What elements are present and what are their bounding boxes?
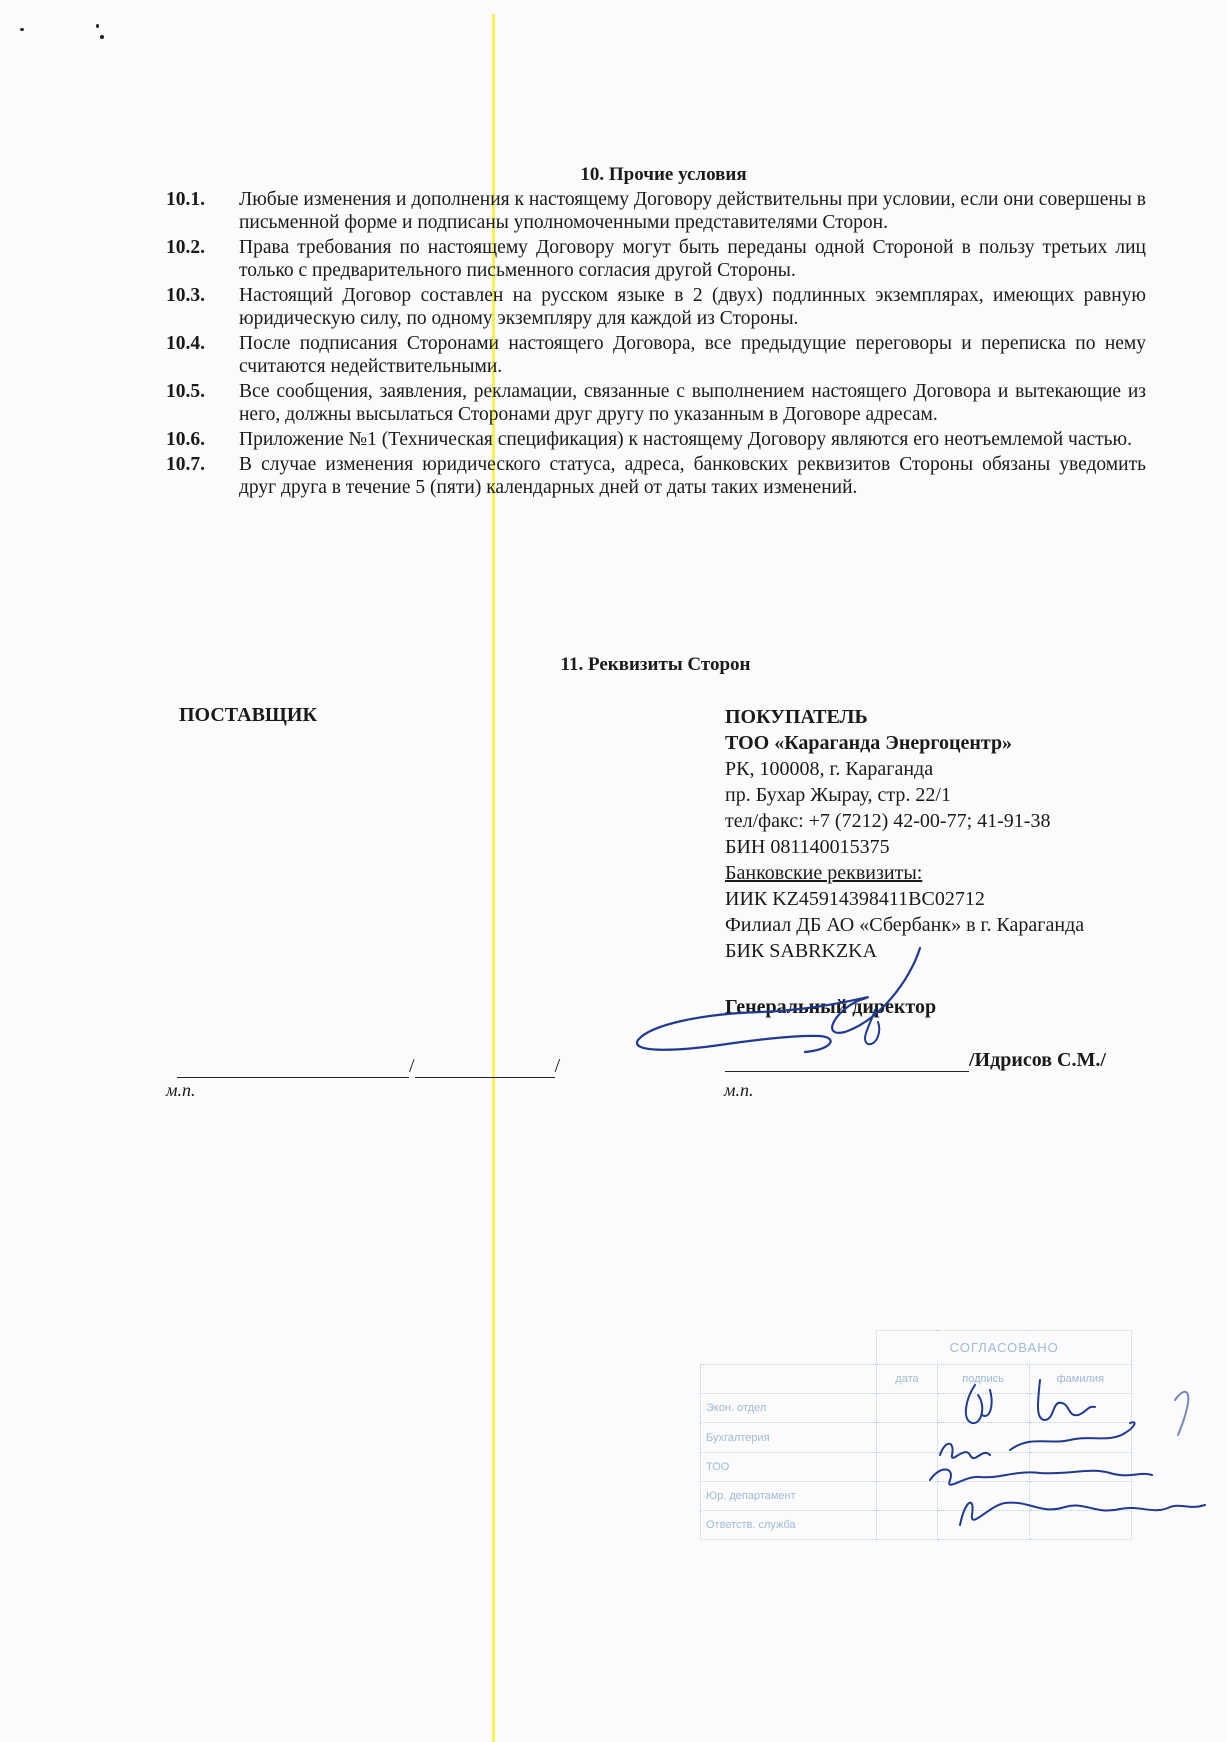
buyer-bik: БИК SABRKZKA — [725, 940, 878, 962]
buyer-signatory: /Идрисов С.М./ — [969, 1049, 1106, 1071]
buyer-phone: тел/факс: +7 (7212) 42-00-77; 41-91-38 — [725, 810, 1051, 832]
clause-10-3 — [166, 284, 1146, 330]
buyer-details — [725, 704, 1084, 964]
scan-speck — [96, 24, 99, 28]
clause-10-1 — [166, 188, 1146, 234]
clause-number: 10.5. — [166, 381, 205, 402]
stamp-col-surname: фамилия — [1029, 1365, 1131, 1394]
clause-number: 10.3. — [166, 285, 205, 306]
section-11-title: 11. Реквизиты Сторон — [560, 654, 751, 675]
buyer-iik: ИИК KZ45914398411BC02712 — [725, 888, 985, 910]
clause-number: 10.4. — [166, 333, 205, 354]
clause-10-5 — [166, 380, 1146, 426]
clause-text: Права требования по настоящему Договору могут быть переданы одной Стороной в пользу третьих лиц только с предварительного письменного согласия другой Стороны. — [239, 237, 1146, 281]
clause-10-6 — [166, 428, 1146, 451]
scan-speck — [20, 28, 24, 31]
stamp-row-label: Юр. департамент — [701, 1481, 877, 1510]
stamp-row-label: Экон. отдел — [701, 1394, 877, 1423]
clause-text: В случае изменения юридического статуса, адреса, банковских реквизитов Стороны обязаны уведомить друг друга в течение 5 (пяти) календарных дней от даты таких изменений. — [239, 454, 1146, 498]
supplier-stamp-place: м.п. — [166, 1080, 196, 1100]
clause-number: 10.6. — [166, 429, 205, 450]
stamp-title: СОГЛАСОВАНО — [877, 1331, 1132, 1365]
section-10-title: 10. Прочие условия — [580, 164, 747, 185]
stamp-row-label: ТОО — [701, 1452, 877, 1481]
supplier-label: ПОСТАВЩИК — [179, 704, 317, 726]
buyer-bin: БИН 081140015375 — [725, 836, 890, 858]
buyer-role: Генеральный директор — [725, 996, 937, 1018]
clause-number: 10.1. — [166, 189, 205, 210]
buyer-label: ПОКУПАТЕЛЬ — [725, 706, 868, 728]
clause-text: Любые изменения и дополнения к настоящему Договору действительны при условии, если они совершены в письменной форме и подписаны уполномоченными представителями Сторон. — [239, 189, 1146, 233]
buyer-address-line-1: РК, 100008, г. Караганда — [725, 758, 934, 780]
clause-text: Все сообщения, заявления, рекламации, связанные с выполнением настоящего Договора и вытекающие из него, должны высылаться Сторонами друг другу по указанным в Договоре адресам. — [239, 381, 1146, 425]
approval-signatures — [920, 1375, 1220, 1545]
clause-10-4 — [166, 332, 1146, 378]
buyer-bank: Филиал ДБ АО «Сбербанк» в г. Караганда — [725, 914, 1085, 936]
clause-10-7 — [166, 453, 1146, 499]
stamp-blank-cell — [701, 1331, 877, 1365]
supplier-signature-line: / / — [177, 1055, 560, 1078]
clause-10-2 — [166, 236, 1146, 282]
scan-speck — [100, 35, 104, 39]
buyer-stamp-place: м.п. — [724, 1080, 754, 1100]
clause-text: Приложение №1 (Техническая спецификация) к настоящему Договору являются его неотъемлемой частью. — [239, 429, 1132, 450]
stamp-blank-cell — [701, 1365, 877, 1394]
stamp-row-label: Бухгалтерия — [701, 1423, 877, 1452]
clause-number: 10.7. — [166, 454, 205, 475]
clause-text: Настоящий Договор составлен на русском языке в 2 (двух) подлинных экземплярах, имеющих равную юридическую силу, по одному экземпляру для каждой из Стороны. — [239, 285, 1146, 329]
stamp-col-signature: подпись — [937, 1365, 1029, 1394]
buyer-name: ТОО «Караганда Энергоцентр» — [725, 732, 1013, 754]
buyer-address-line-2: пр. Бухар Жырау, стр. 22/1 — [725, 784, 951, 806]
clause-text: После подписания Сторонами настоящего Договора, все предыдущие переговоры и переписка по нему считаются недействительными. — [239, 333, 1146, 377]
stamp-col-date: дата — [877, 1365, 937, 1394]
stamp-row-label: Ответств. служба — [701, 1510, 877, 1539]
clauses-list — [166, 188, 1146, 501]
clause-number: 10.2. — [166, 237, 205, 258]
bank-details-label: Банковские реквизиты: — [725, 862, 923, 884]
director-signature — [630, 940, 970, 1070]
